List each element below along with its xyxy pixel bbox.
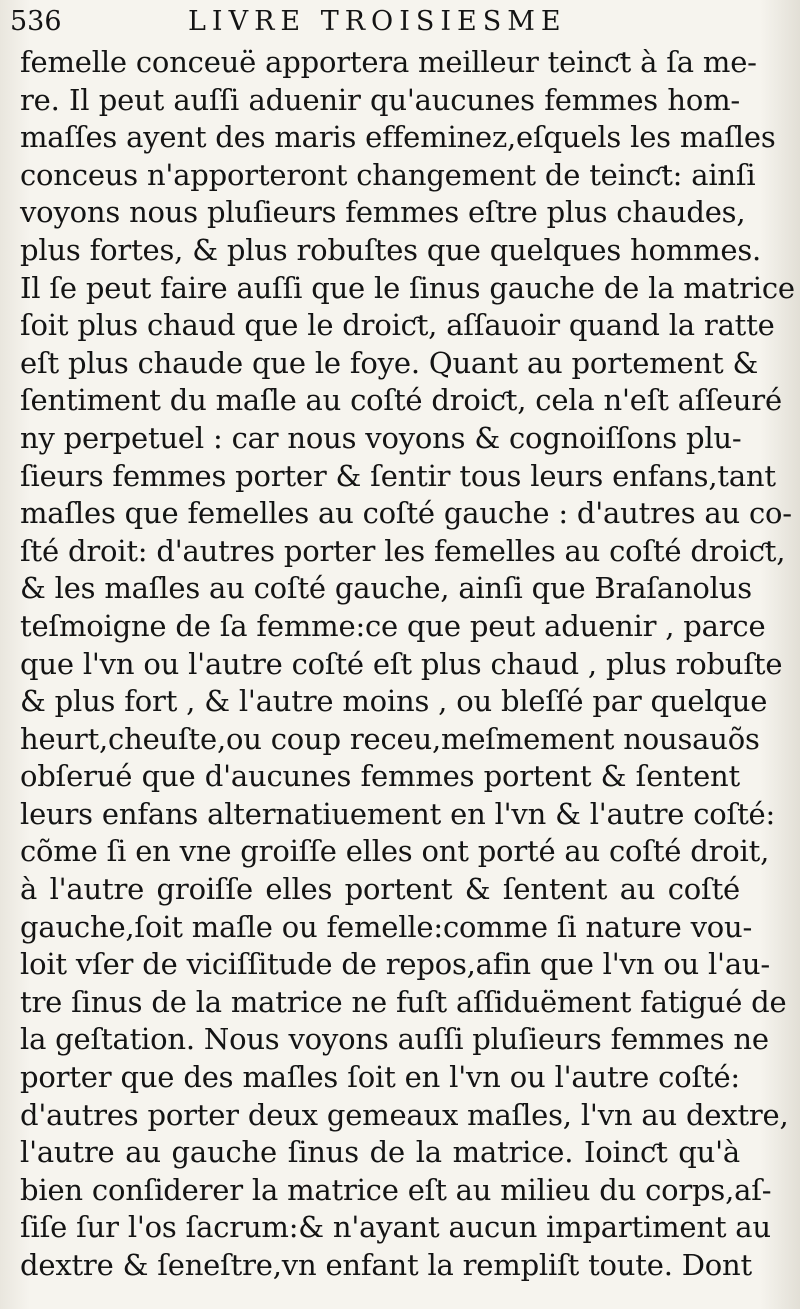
text-line: heurt,cheuſte,ou coup receu,meſmement nousauõs <box>20 721 760 756</box>
text-line: femelle conceuë apportera meilleur teinƈt à ſa me- <box>20 45 757 79</box>
body-text <box>20 44 795 1285</box>
text-line: porter que des maſles ſoit en l'vn ou l'autre coſté: <box>20 1060 740 1095</box>
text-line: & les maſles au coſté gauche, ainſi que Braſanolus <box>20 571 752 606</box>
text-line: dextre & ſeneſtre,vn enfant la rempliſt toute. Dont <box>20 1248 752 1282</box>
text-line: à l'autre groiſſe elles portent & ſentent au coſté <box>20 872 740 907</box>
text-line: teſmoigne de ſa femme:ce que peut aduenir , parce <box>20 608 766 643</box>
text-line: ny perpetuel : car nous voyons & cognoiſſons plu- <box>20 420 742 455</box>
text-line: & plus fort , & l'autre moins , ou bleſſé par quelque <box>20 684 768 719</box>
page-header <box>10 6 770 42</box>
text-line: ſiſe ſur l'os ſacrum:& n'ayant aucun impartiment au <box>20 1210 771 1245</box>
text-line: eſt plus chaude que le foye. Quant au portement & <box>20 345 759 380</box>
text-line: maſles que femelles au coſté gauche : d'autres au co- <box>20 496 792 531</box>
text-line: que l'vn ou l'autre coſté eſt plus chaud , plus robuſte <box>20 646 783 681</box>
text-line: l'autre au gauche ſinus de la matrice. Ioinƈt qu'à <box>20 1135 740 1170</box>
text-line: conceus n'apporteront changement de teinƈt: ainſi <box>20 157 756 192</box>
text-line: bien conſiderer la matrice eſt au milieu du corps,aſ- <box>20 1172 772 1207</box>
text-line: ſté droit: d'autres porter les femelles au coſté droiƈt, <box>20 533 786 568</box>
text-line: Il ſe peut faire auſſi que le ſinus gauche de la matrice <box>20 270 795 305</box>
text-line: plus fortes, & plus robuſtes que quelques hommes. <box>20 232 762 267</box>
text-line: obſerué que d'aucunes femmes portent & ſentent <box>20 759 740 794</box>
text-line: d'autres porter deux gemeaux maſles, l'vn au dextre, <box>20 1097 789 1132</box>
text-line: ſentiment du maſle au coſté droiƈt, cela n'eſt aſſeuré <box>20 383 782 418</box>
text-line: ſoit plus chaud que le droiƈt, aſſauoir quand la ratte <box>20 308 775 343</box>
text-line: tre ſinus de la matrice ne fuſt aſſiduëment fatigué de <box>20 984 787 1019</box>
text-line: ſieurs femmes porter & ſentir tous leurs enfans,tant <box>20 458 776 493</box>
text-line: re. Il peut auſſi aduenir qu'aucunes femmes hom- <box>20 82 740 117</box>
text-line: la geſtation. Nous voyons auſſi pluſieurs femmes ne <box>20 1022 769 1057</box>
page-number: 536 <box>10 6 62 37</box>
text-line: maſſes ayent des maris effeminez,eſquels les maſles <box>20 120 776 155</box>
text-line: gauche,ſoit maſle ou femelle:comme ſi nature vou- <box>20 909 753 944</box>
text-line: loit vſer de viciſſitude de repos,afin que l'vn ou l'au- <box>20 947 770 982</box>
text-line: leurs enfans alternatiuement en l'vn & l'autre coſté: <box>20 796 776 831</box>
text-line: cõme ſi en vne groiſſe elles ont porté au coſté droit, <box>20 834 770 869</box>
text-line: voyons nous pluſieurs femmes eſtre plus chaudes, <box>20 195 746 230</box>
running-head: LIVRE TROISIESME <box>188 6 567 37</box>
